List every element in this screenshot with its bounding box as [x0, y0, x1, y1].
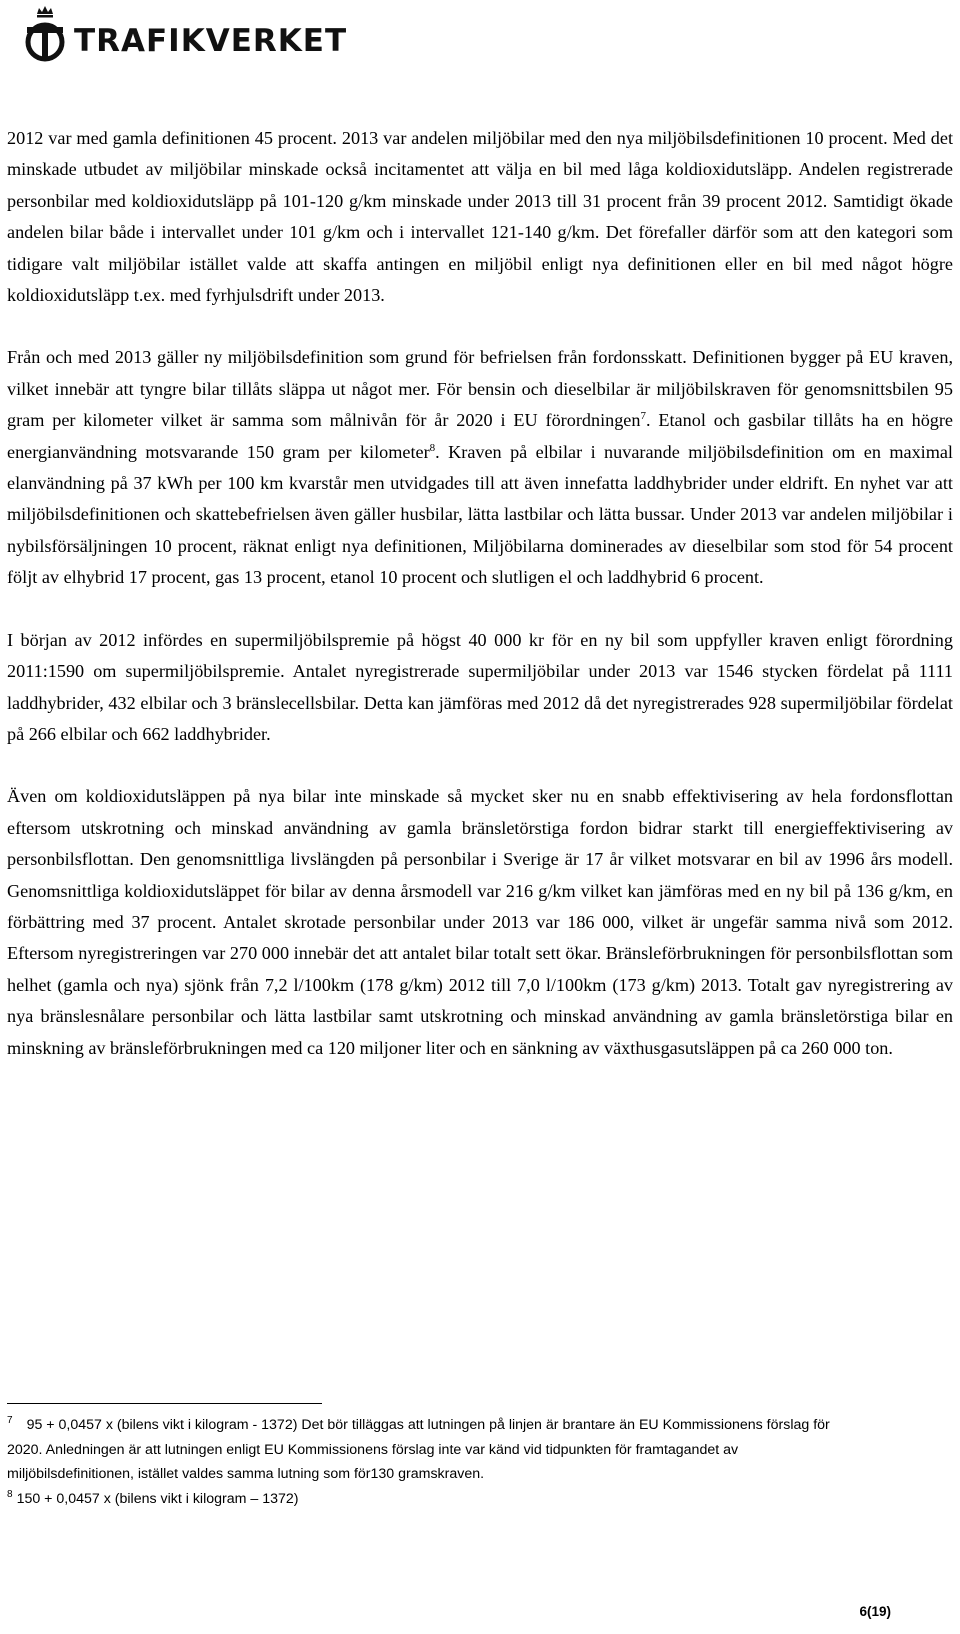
paragraph-text: . Kraven på elbilar i nuvarande miljöbilsdefinition om en maximal elanvändning på 37 kWh per 100 km kvarstår men utvidgades till att även innefatta laddhybrider under eldrift. En nyhet var att miljöbilsdefinitionen och skattebefrielsen även gäller husbilar, lätta lastbilar och lätta bussar. Under 2013 var andelen miljöbilar i nybilsförsäljningen 10 procent, räknat enligt nya definitionen, Miljöbilarna dominerades av dieselbilar som stod för 54 procent följt av elhybrid 17 procent, gas 13 procent, etanol 10 procent och slutligen el och laddhybrid 6 procent. [7, 441, 953, 588]
document-body [7, 123, 953, 1095]
page-number: 6(19) [859, 1604, 891, 1619]
footnote-text: 150 + 0,0457 x (bilens vikt i kilogram – 1372) [16, 1490, 299, 1507]
paragraph-text: . Etanol och gasbilar tillåts ha en högre energianvändning motsvarande 150 gram per kilometer [7, 410, 954, 462]
trafikverket-logo [22, 4, 347, 64]
paragraph-text: Från och med 2013 gäller ny miljöbilsdefinition som grund för befrielsen från fordonsskatt. Definitionen bygger på EU kraven, vilket innebär att tyngre bilar tillåts släppa ut något mer. För bensin och dieselbilar är miljöbilskraven för genomsnittsbilen 95 gram per kilometer vilket är samma som målnivån för år 2020 i EU förordningen [7, 347, 953, 431]
footnote-separator [7, 1403, 322, 1404]
paragraph-fordonsflottan: Även om koldioxidutsläppen på nya bilar inte minskade så mycket sker nu en snabb effektivisering av hela fordonsflottan eftersom utskrotning och minskad användning av gamla bränsletörstiga fordon bidrar starkt till energieffektivisering av personbilsflottan. Den genomsnittliga livslängden på personbilar i Sverige är 17 år vilket motsvarar en bil av 1996 års modell. Genomsnittliga koldioxidutsläppet för bilar av denna årsmodell var 216 g/km vilket kan jämföras med en ny bil på 136 g/km, en förbättring med 37 procent. Antalet skrotade personbilar under 2013 var 186 000, vilket är ungefär samma nivå som 2012. Eftersom nyregistreringen var 270 000 innebär det att antalet bilar totalt sett ökar. Bränsleförbrukningen för personbilsflottan som helhet (gamla och nya) sjönk från 7,2 l/100km (178 g/km) 2012 till 7,0 l/100km (173 g/km) 2013. Totalt gav nyregistrering av nya bränslesnålare personbilar och lätta lastbilar samt utskrotning och minskad användning av gamla bränsletörstiga bilar en minskning av bränsleförbrukningen med ca 120 miljoner liter och en sänkning av växthusgasutsläppen på ca 260 000 ton. [7, 786, 953, 1058]
footnotes [7, 1413, 867, 1511]
crown-emblem-icon [22, 4, 68, 64]
paragraph-miljobilar-2012: 2012 var med gamla definitionen 45 procent. 2013 var andelen miljöbilar med den nya miljöbilsdefinitionen 10 procent. Med det minskade utbudet av miljöbilar minskade också incitamentet att välja en bil med låga koldioxidutsläpp. Andelen registrerade personbilar med koldioxidutsläpp på 101-120 g/km minskade under 2013 till 31 procent från 39 procent 2012. Samtidigt ökade andelen bilar både i intervallet under 101 g/km och i intervallet 121-140 g/km. Det förefaller därför som att den kategori som tidigare valt miljöbilar istället valde att skaffa antingen en miljöbil enligt nya definitionen eller en bil med något högre koldioxidutsläpp t.ex. med fyrhjulsdrift under 2013. [7, 128, 953, 306]
paragraph-supermiljobilspremie: I början av 2012 infördes en supermiljöbilspremie på högst 40 000 kr för en ny bil som uppfyller kraven enligt förordning 2011:1590 om supermiljöbilspremie. Antalet nyregistrerade supermiljöbilar under 2013 var 1546 stycken fördelat på 1111 laddhybrider, 432 elbilar och 3 bränslecellsbilar. Detta kan jämföras med 2012 då det nyregistrerades 928 supermiljöbilar fördelat på 266 elbilar och 662 laddhybrider. [7, 629, 953, 744]
footnote-text: 95 + 0,0457 x (bilens vikt i kilogram - 1372) Det bör tilläggas att lutningen på linjen är brantare än EU Kommissionens förslag för 2020. Anledningen är att lutningen enligt EU Kommissionens förslag inte var känd vid tidpunkten för framtagandet av miljöbilsdefinitionen, istället valdes samma lutning som för130 gramskraven. [7, 1417, 830, 1482]
footnote-8 [7, 1487, 867, 1512]
logo-wordmark: TRAFIKVERKET [74, 23, 348, 59]
paragraph-miljobilsdefinition [7, 342, 953, 593]
footnote-7 [7, 1413, 867, 1487]
footnote-number: 7 [7, 1415, 13, 1427]
footnote-number: 8 [7, 1488, 13, 1500]
footnote-ref-7[interactable]: 7 [640, 410, 646, 423]
footnote-ref-8[interactable]: 8 [429, 441, 436, 454]
